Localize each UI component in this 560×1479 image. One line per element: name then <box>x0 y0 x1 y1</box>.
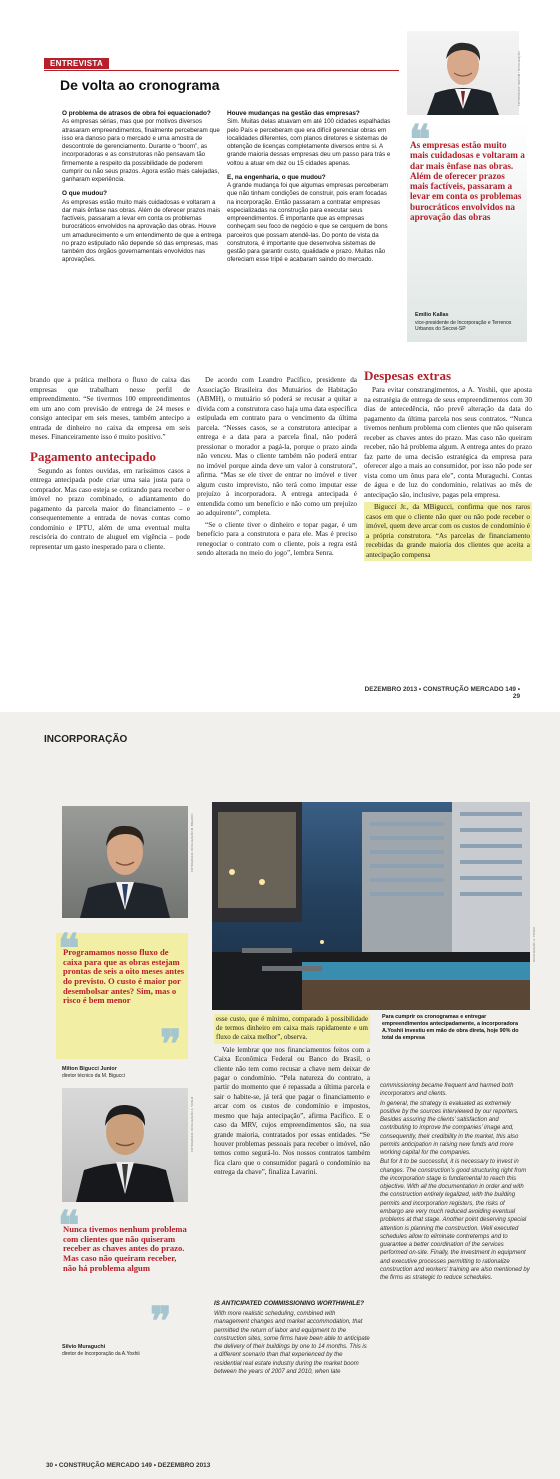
pull-quote-text: As empresas estão muito mais cuidadosas e voltaram a dar mais ênfase nas obras. Além de oferecer prazos mais factíveis, passaram a levar em conta os problemas burocráticos envolvidos na aprovação das obras <box>410 140 525 223</box>
quote-open-icon: ❝ <box>58 926 80 971</box>
page-footer: DEZEMBRO 2013 • CONSTRUÇÃO MERCADO 149 • 29 <box>364 686 520 700</box>
interview-answer: A grande mudança foi que algumas empresas perceberam que não tinham condições de construir, pois eram focadas na incorporação. Então passaram a contratar empresas especializadas na construção para executar seus empreendimentos. É importante que as empresas conheçam seu foco de negócio e que se cerquem de bons parceiros que possam atendê-las. Do ponto de vista da construtora, é importante que desenvolva sistemas de gestão para garantir custo, qualidade e prazo. Muitas não ofereciam esse tripé e acabaram saindo do mercado. <box>227 182 388 264</box>
portrait-milton-bigucci <box>62 806 188 918</box>
pull-quote-text: Programamos nosso fluxo de caixa para que as obras estejam prontas de seis a oito meses antes do previsto. O custo é maior por desembolsar antes? Sim, mas o risco é bem menor <box>63 947 185 1006</box>
quote-open-icon: ❝ <box>58 1203 80 1248</box>
portrait-silvio-muraguchi <box>62 1088 188 1202</box>
body-paragraph: Vale lembrar que nos financiamentos feitos com a Caixa Econômica Federal ou Banco do Brasil, o cliente não tem como recusar a chave nem deixar de pagar o condomínio. “Pela natureza do contrato, a partir do momento que é repassada a última parcela e sair o habite-se, já terá que pagar o financiamento e arcar com os custos de condomínio e impostos, mesmo que haja antecipação”, afirma Pacífico. E o caso da MRV, cujos empreendimentos são, na sua grande maioria, contratados por essas entidades. “Se houver problemas pessoais para receber o imóvel, não temos como segurá-lo. Nos nossos contratos também fica claro que o consumidor pagará o condomínio na entrega da chave”, finaliza Lavarini. <box>214 1045 370 1177</box>
english-paragraph: In general, the strategy is evaluated as extremely positive by the sources interviewed by our reporters. Besides assuring the clients’ satisfaction and contributing to improve the companies’ image and, consequently, their credibility in the market, this also permits anticipation in raising new funds and more working capital for the companies. <box>380 1100 519 1157</box>
body-column-3 <box>364 370 532 561</box>
quote-author-role: diretor de Incorporação da A.Yoshii <box>62 1351 140 1357</box>
pull-quote-box-2 <box>56 1203 188 1344</box>
quote-close-icon: ❞ <box>160 1022 182 1067</box>
english-paragraph: commissioning became frequent and harmed both incorporators and clients. <box>380 1083 514 1098</box>
highlighted-paragraph: esse custo, que é mínimo, comparado à possibilidade de termos dinheiro em caixa mais rapidamente e um fluxo de caixa melhor”, observa. <box>214 1014 370 1044</box>
magazine-page-29 <box>0 0 560 712</box>
photo-credit: FOTOGRAFIA: DIVULGAÇÃO A. YOSHII <box>190 1096 194 1152</box>
section-title: INCORPORAÇÃO <box>44 734 128 745</box>
body-paragraph: Para evitar constrangimentos, a A. Yoshii, que aposta na estratégia de entrega de seus empreendimentos com 30 dias de antecedência, não prevê alteração da data do pagamento da última parcela nos seus contratos. “Nunca tivemos nenhum problema com clientes que não quiseram receber as chaves antes do prazo. Mas caso não queiram receber, não há problema algum. A entrega antes do prazo faz parte de uma decisão estratégica da empresa para oferecer algo a mais ao consumidor, por isso não pode ser vista como um ônus para ele”, conta Muraguchi. Contas de água e de luz do condomínio, relativas ao mês de antecipação são, inclusive, pagas pela empresa. <box>364 386 532 499</box>
portrait-illustration <box>62 1088 188 1202</box>
quote-author-role: diretor técnico da M. Bigucci <box>62 1073 125 1079</box>
quote-close-icon: ❞ <box>150 1299 172 1344</box>
body-paragraph: brando que a prática melhora o fluxo de caixa das empresas que trabalham nesse perfil de empreendimento. “Se tivermos 100 empreendimentos em um ano com previsão de entrega de 24 meses e consigo antecipar em seis meses, também antecipo a entrada de dinheiro no caixa da empresa em seis meses. Financeiramente isso é muito positivo.” <box>30 376 190 441</box>
body-paragraph: De acordo com Leandro Pacífico, presidente da Associação Brasileira dos Mutuários de Habitação (ABMH), o mutuário só poderá se recusar a quitar a dívida com a construtora caso haja uma data específica estipulada em contrato para o vencimento da última parcela. “Nesses casos, se a construtora antecipar a entrega e a data para a parcela final, não poderá pressionar o morador a pagá-la, porque o prazo ainda não venceu. Mas o cliente também não poderá entrar no imóvel porque ainda deve um valor à construtora”, afirma. “Mas se ele tiver de entrar no imóvel e tiver algum custo imprevisto, não terá como imputar esse prejuízo à incorporadora. A entrega antecipada é entendida como um benefício e não como um prejuízo ao adquirente”, completa. <box>197 376 357 517</box>
photo-credit: FOTOGRAFIA: DECOM • DIVULGAÇÃO <box>517 51 521 106</box>
quote-author: Silvio Muraguchi <box>62 1344 106 1350</box>
building-photo <box>212 802 530 1010</box>
highlighted-paragraph: Bigucci Jr., da MBigucci, confirma que nos raros casos em que o cliente não quer ou não pode receber o imóvel, quem deve arcar com os custos de condomínio é a própria construtora. “As parcelas de financiamento recebidas da grande maioria dos clientes que aceita a antecipação compensa <box>364 502 532 561</box>
article-title: De volta ao cronograma <box>60 77 220 93</box>
english-summary-left <box>214 1300 370 1376</box>
page-footer: 30 • CONSTRUÇÃO MERCADO 149 • DEZEMBRO 2013 <box>46 1462 211 1469</box>
body-paragraph: Segundo as fontes ouvidas, em raríssimos casos a entrega antecipada pode criar uma saia justa para o comprador. Mas caso esteja se cotizando para receber o imóvel no prazo combinado, o adiantamento do pagamento da parcela maior do financiamento – e consequentemente a entrada de novas contas como condomínio e IPTU, além de uma eventual multa rescisória do contrato de aluguel em vigência – pode representar um gasto inesperado para o cliente. <box>30 466 190 551</box>
english-paragraph: With more realistic scheduling, combined with management changes and market accommodation, that permitted the return of labor and equipment to the construction sites, some firms have been able to anticipate the delivery of their buildings by one to 14 months. This is a different scenario than that experienced by the residential real estate industry during the market boom between the years of 2007 and 2010, when late <box>214 1311 370 1375</box>
portrait-illustration <box>407 31 519 115</box>
interview-question: E, na engenharia, o que mudou? <box>227 173 326 181</box>
magazine-page-30 <box>0 712 560 1479</box>
interview-question: O problema de atrasos de obra foi equacionado? <box>62 110 211 117</box>
portrait-emilio-kallas <box>407 31 519 115</box>
photo-credit: DIVULGAÇÃO: A. YOSHII <box>532 927 536 962</box>
building-illustration <box>212 802 530 1010</box>
interview-question: Houve mudanças na gestão das empresas? <box>227 110 360 117</box>
section-tag: ENTREVISTA <box>44 58 109 69</box>
english-summary-heading: IS ANTICIPATED COMMISSIONING WORTHWHILE? <box>214 1300 364 1307</box>
portrait-illustration <box>62 806 188 918</box>
body-paragraph: “Se o cliente tiver o dinheiro e topar pagar, é um benefício para a construtora e para ele. Mas é preciso renegociar o contrato com o cliente, pois a regra está sendo alterada no meio do jogo”, lembra Senra. <box>197 520 357 557</box>
interview-answer: As empresas sérias, mas que por motivos diversos atrasaram empreendimentos, finalmente perceberam que isso era danoso para o mercado e uma amostra de descontrole de gerenciamento. Durante o “boom”, as incorporadoras e as construtoras não pensavam tão firmemente a respeito da possibilidade de poderem cumprir ou não seus prazos. Agora estão mais calejadas, ganharam experiência. <box>62 118 220 184</box>
body-column-middle <box>214 1014 370 1178</box>
tag-rule <box>44 70 399 71</box>
body-column-2 <box>197 376 357 559</box>
interview-answer: As empresas estão muito mais cuidadosas e voltaram a dar mais ênfase nas obras. Além de oferecer prazos mais factíveis, passaram a levar em conta os problemas burocráticos envolvidos na aprovação das obras. Houve um amadurecimento e um entendimento de que a entrega no prazo estipulado não depende só das empresas, mas também dos órgãos governamentais envolvidos nas aprovações. <box>62 198 222 264</box>
quote-author: Milton Bigucci Junior <box>62 1066 117 1072</box>
body-column-1 <box>30 376 190 552</box>
english-summary-right <box>380 1082 530 1282</box>
quote-author-role: vice-presidente de Incorporação e Terrenos Urbanos do Secovi-SP <box>415 320 512 332</box>
english-paragraph: But for it to be successful, it is necessary to invest in changes. The construction’s good structuring right from the incorporation stage is fundamental to reach this objective. With all the documentation in order and with the construction entirely legalized, with the building permits and incorporation registers, the risks of embargo are very much reduced avoiding eventual problems at that stage. Another point deserving special attention is planning the construction. Well executed schedules allow to eliminate contretemps and to guarantee a better coordination of the services performed on-site. Finally, the investment in equipment and executive processes permitting to rationalize construction and workers’ training are also mentioned by the firms as strategic to reduce schedules. <box>380 1159 530 1282</box>
pull-quote-text: Nunca tivemos nenhum problema com clientes que não quiseram receber as chaves antes do prazo. Mas caso não queiram receber, não há problema algum <box>63 1224 187 1273</box>
pull-quote-box-1 <box>56 926 188 1067</box>
photo-caption: Para cumprir os cronogramas e entregar empreendimentos antecipadamente, a incorporadora A.Yoshii investiu em mão de obra direta, hoje 90% do total da empresa <box>382 1014 519 1042</box>
photo-credit: FOTOGRAFIA: DIVULGAÇÃO M. BIGUCCI <box>190 813 194 872</box>
subhead-pagamento: Pagamento antecipado <box>30 448 157 464</box>
interview-column-right <box>227 110 392 265</box>
subhead-despesas: Despesas extras <box>364 368 452 383</box>
quote-author: Emilio Kallas <box>415 312 449 318</box>
interview-question: O que mudou? <box>62 190 108 198</box>
interview-column-left <box>62 110 222 265</box>
interview-answer: Sim. Muitas delas atuavam em até 100 cidades espalhadas pelo País e perceberam que era difícil gerenciar obras em localidades diferentes, com planos diretores e sistemas de obtenção de licenças completamente diversos entre si. A grande maioria dessas empresas deu um passo para trás e voltou a atuar em dez ou 15 cidades apenas. <box>227 118 391 167</box>
quote-open-icon: ❝ <box>409 117 431 162</box>
pull-quote-box <box>407 117 527 342</box>
